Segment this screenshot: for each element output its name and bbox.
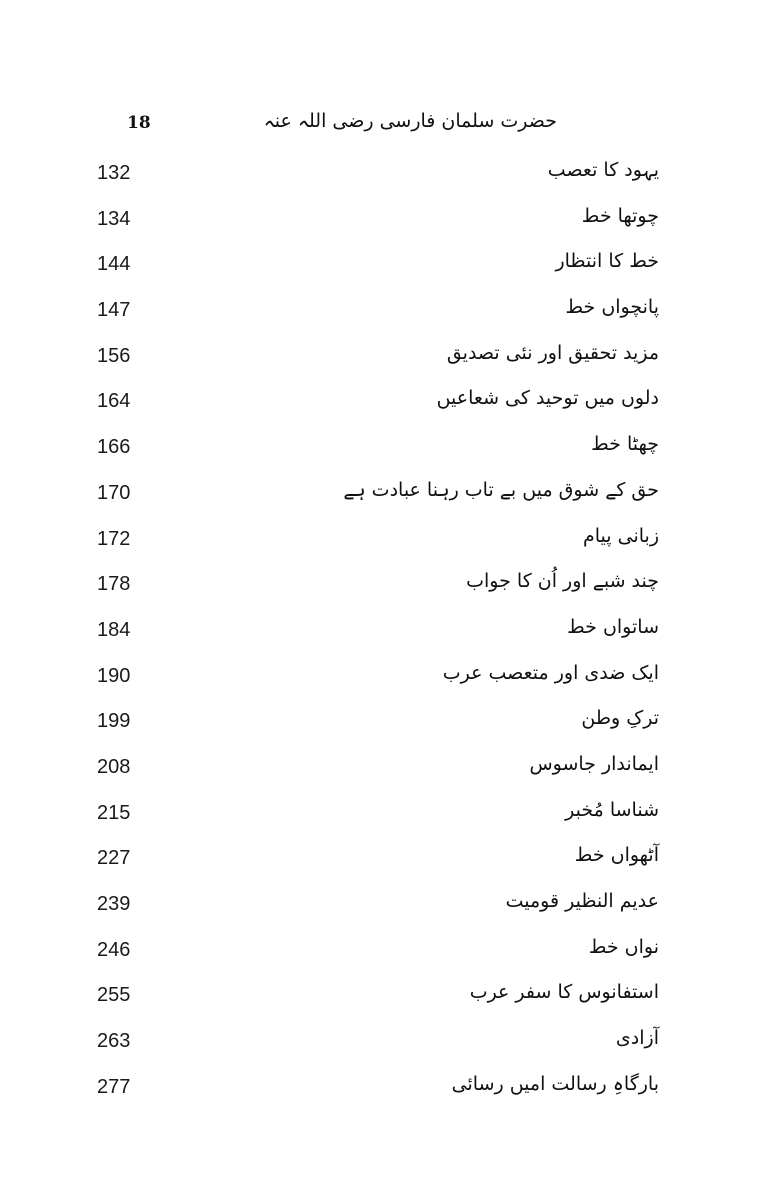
toc-page-number: 215 [97, 801, 131, 824]
toc-entry [0, 426, 769, 472]
toc-chapter-title: چوتھا خط [581, 204, 659, 227]
toc-entry [0, 380, 769, 426]
toc-entry [0, 974, 769, 1020]
toc-chapter-title: چھٹا خط [591, 433, 659, 456]
toc-entry [0, 655, 769, 701]
toc-page-number: 255 [97, 984, 131, 1007]
toc-chapter-title: چند شبے اور اُن کا جواب [466, 570, 659, 593]
toc-page-number: 246 [97, 938, 131, 961]
toc-chapter-title: زبانی پیام [583, 524, 659, 547]
toc-chapter-title: ایک ضدی اور متعصب عرب [442, 661, 659, 684]
toc-entry [0, 792, 769, 838]
toc-entry [0, 700, 769, 746]
page-number: 18 [127, 113, 151, 133]
toc-chapter-title: مزید تحقیق اور نئی تصدیق [446, 341, 659, 364]
toc-chapter-title: استفانوس کا سفر عرب [469, 981, 659, 1004]
toc-chapter-title: ترکِ وطن [581, 707, 659, 730]
toc-page-number: 227 [97, 847, 131, 870]
toc-chapter-title: بارگاہِ رسالت امیں رسائی [451, 1072, 659, 1095]
toc-entry [0, 1066, 769, 1112]
toc-chapter-title: آٹھواں خط [574, 844, 659, 867]
toc-chapter-title: نواں خط [588, 935, 659, 958]
toc-chapter-title: ایماندار جاسوس [529, 752, 659, 775]
toc-page-number: 190 [97, 664, 131, 687]
toc-page-number: 263 [97, 1030, 131, 1053]
toc-chapter-title: حق کے شوق میں بے تاب رہنا عبادت ہے [343, 478, 659, 501]
page-header [0, 110, 769, 140]
toc-chapter-title: عدیم النظیر قومیت [505, 890, 659, 912]
toc-page-number: 208 [97, 755, 131, 778]
toc-entry [0, 746, 769, 792]
toc-entry [0, 198, 769, 244]
toc-chapter-title: خط کا انتظار [555, 250, 659, 273]
toc-page-number: 156 [97, 344, 131, 367]
toc-page-number: 178 [97, 573, 131, 596]
toc-entry [0, 518, 769, 564]
toc-page-number: 147 [97, 299, 131, 322]
toc-chapter-title: آزادی [615, 1027, 659, 1050]
toc-chapter-title: پانچواں خط [565, 296, 659, 319]
toc-chapter-title: ساتواں خط [567, 615, 659, 638]
toc-page-number: 144 [97, 253, 131, 276]
toc-page-number: 199 [97, 710, 131, 733]
toc-entry [0, 1020, 769, 1066]
toc-entry [0, 335, 769, 381]
toc-page-number: 172 [97, 527, 131, 550]
toc-page-number: 239 [97, 893, 131, 915]
toc-chapter-title: یہود کا تعصب [547, 159, 659, 181]
toc-page-number: 132 [97, 162, 131, 184]
table-of-contents [0, 152, 769, 1111]
toc-page-number: 170 [97, 481, 131, 504]
toc-entry [0, 243, 769, 289]
toc-chapter-title: دلوں میں توحید کی شعاعیں [436, 387, 659, 410]
toc-entry [0, 837, 769, 883]
toc-page-number: 184 [97, 618, 131, 641]
toc-chapter-title: شناسا مُخبر [565, 798, 659, 821]
toc-page-number: 164 [97, 390, 131, 413]
toc-entry [0, 152, 769, 198]
toc-page-number: 134 [97, 207, 131, 230]
toc-page-number: 277 [97, 1075, 131, 1098]
toc-entry [0, 609, 769, 655]
toc-entry [0, 563, 769, 609]
toc-page-number: 166 [97, 436, 131, 459]
toc-entry [0, 289, 769, 335]
toc-entry [0, 929, 769, 975]
running-title: حضرت سلمان فارسی رضی اللہ عنہ [263, 110, 557, 132]
toc-entry [0, 472, 769, 518]
toc-entry [0, 883, 769, 929]
